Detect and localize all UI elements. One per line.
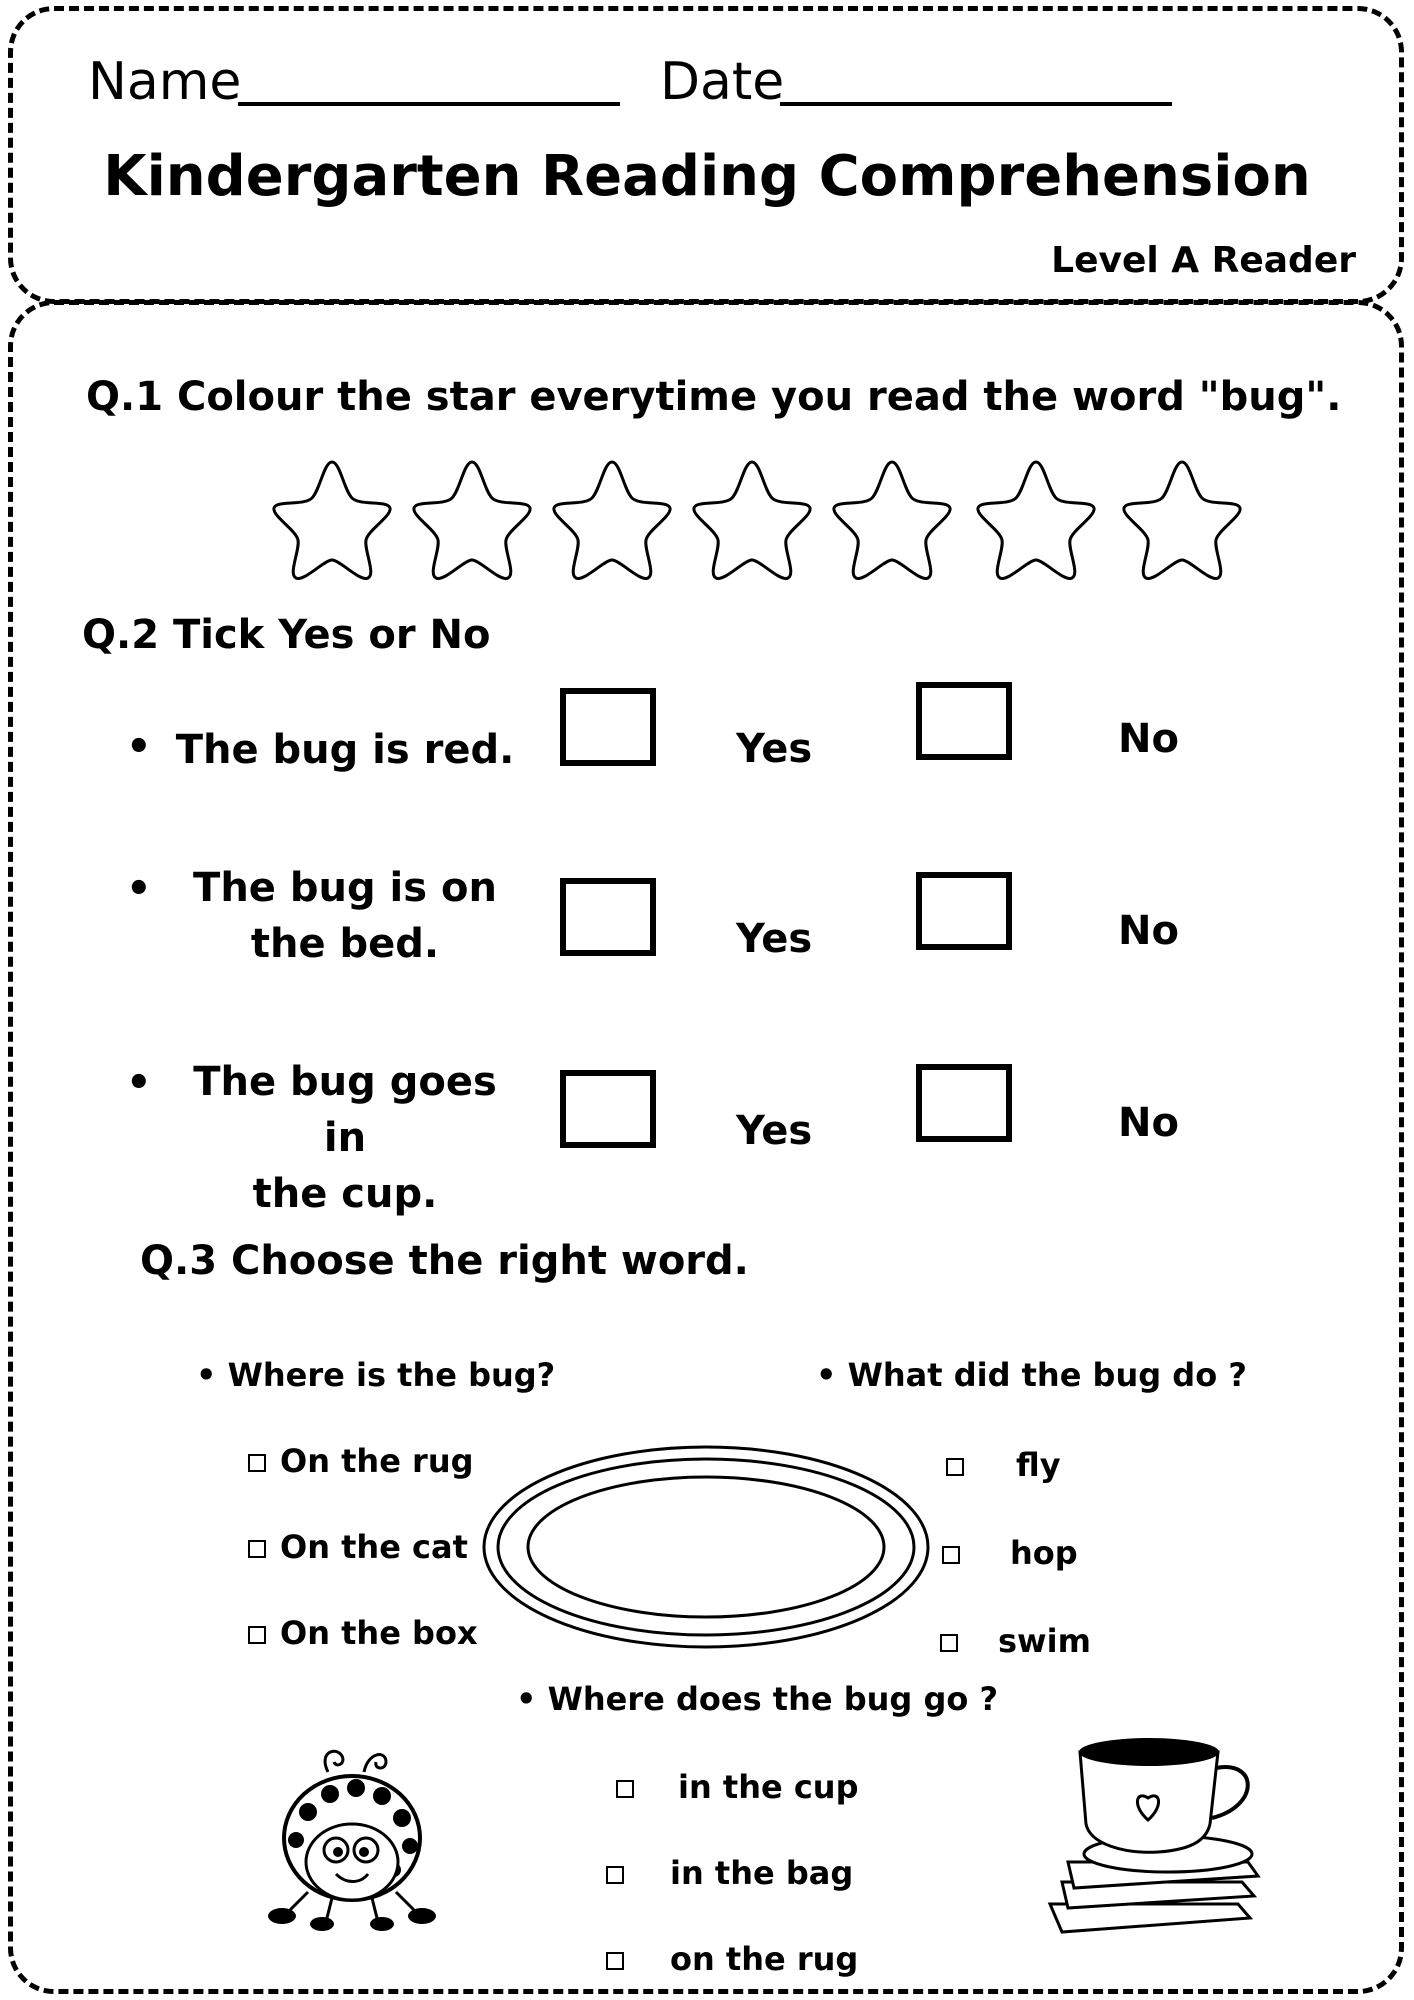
no-label: No bbox=[1118, 908, 1179, 954]
checkbox[interactable] bbox=[248, 1454, 266, 1472]
checkbox[interactable] bbox=[942, 1546, 960, 1564]
where-is-question: • Where is the bug? bbox=[196, 1356, 556, 1394]
star-icon[interactable] bbox=[414, 462, 530, 578]
date-label: Date bbox=[660, 52, 785, 112]
star-icon[interactable] bbox=[694, 462, 810, 578]
yes-label: Yes bbox=[736, 726, 813, 772]
cup-on-books-illustration bbox=[1028, 1732, 1288, 1942]
date-field[interactable] bbox=[780, 102, 1172, 106]
yes-checkbox[interactable] bbox=[560, 1070, 656, 1148]
checkbox[interactable] bbox=[946, 1458, 964, 1476]
bullet: • bbox=[126, 1060, 152, 1106]
checkbox[interactable] bbox=[616, 1780, 634, 1798]
checkbox[interactable] bbox=[606, 1866, 624, 1884]
yes-label: Yes bbox=[736, 1108, 813, 1154]
where-does-question: • Where does the bug go ? bbox=[516, 1680, 999, 1718]
name-field[interactable] bbox=[238, 102, 620, 106]
yes-checkbox[interactable] bbox=[560, 688, 656, 766]
bullet: • bbox=[126, 866, 152, 912]
star-icon[interactable] bbox=[834, 462, 950, 578]
option-on-the-cat[interactable]: On the cat bbox=[248, 1528, 468, 1566]
no-label: No bbox=[1118, 716, 1179, 762]
name-label: Name bbox=[88, 52, 242, 112]
what-did-question: • What did the bug do ? bbox=[816, 1356, 1247, 1394]
q3-prompt: Q.3 Choose the right word. bbox=[140, 1238, 749, 1284]
page-title: Kindergarten Reading Comprehension bbox=[103, 144, 1311, 209]
star-icon[interactable] bbox=[274, 462, 390, 578]
star-icon[interactable] bbox=[1124, 462, 1240, 578]
no-checkbox[interactable] bbox=[916, 872, 1012, 950]
checkbox[interactable] bbox=[940, 1634, 958, 1652]
ladybug-illustration bbox=[252, 1742, 452, 1932]
star-icon[interactable] bbox=[978, 462, 1094, 578]
statement-1: The bug is red. bbox=[175, 727, 515, 773]
bullet: • bbox=[126, 724, 152, 770]
yes-label: Yes bbox=[736, 916, 813, 962]
level-label: Level A Reader bbox=[1051, 240, 1356, 281]
checkbox[interactable] bbox=[606, 1952, 624, 1970]
option-hop[interactable]: hop bbox=[942, 1534, 1078, 1572]
plate-illustration bbox=[476, 1442, 936, 1652]
q1-prompt: Q.1 Colour the star everytime you read the word "bug". bbox=[86, 374, 1342, 420]
q2-prompt: Q.2 Tick Yes or No bbox=[82, 612, 491, 658]
no-checkbox[interactable] bbox=[916, 682, 1012, 760]
option-on-the-rug[interactable]: on the rug bbox=[606, 1940, 858, 1978]
no-label: No bbox=[1118, 1100, 1179, 1146]
checkbox[interactable] bbox=[248, 1540, 266, 1558]
star-row bbox=[260, 456, 1250, 586]
option-on-the-box[interactable]: On the box bbox=[248, 1614, 478, 1652]
option-in-the-bag[interactable]: in the bag bbox=[606, 1854, 853, 1892]
option-swim[interactable]: swim bbox=[940, 1622, 1091, 1660]
option-on-the-rug[interactable]: On the rug bbox=[248, 1442, 474, 1480]
star-icon[interactable] bbox=[554, 462, 670, 578]
statement-2: The bug is on the bed. bbox=[193, 865, 497, 967]
option-fly[interactable]: fly bbox=[946, 1446, 1061, 1484]
yes-checkbox[interactable] bbox=[560, 878, 656, 956]
statement-3: The bug goes in the cup. bbox=[193, 1059, 497, 1217]
checkbox[interactable] bbox=[248, 1626, 266, 1644]
no-checkbox[interactable] bbox=[916, 1064, 1012, 1142]
option-in-the-cup[interactable]: in the cup bbox=[616, 1768, 858, 1806]
